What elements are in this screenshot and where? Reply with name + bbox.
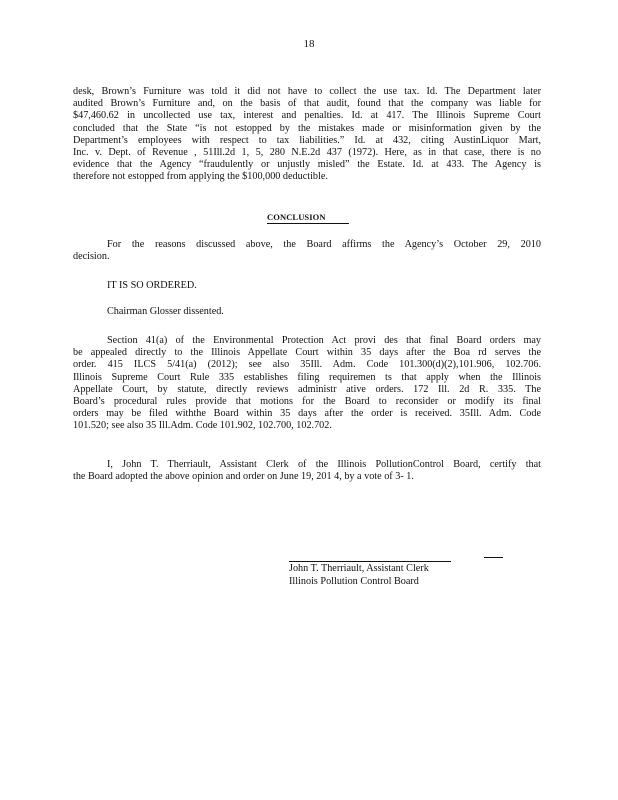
conclusion-heading: CONCLUSION: [267, 212, 326, 222]
signature-line-short: [484, 557, 503, 558]
dissent-line: Chairman Glosser dissented.: [107, 306, 224, 317]
text-line: I, John T. Therriault, Assistant Clerk of the Illinois PollutionControl Board, certify that: [107, 459, 541, 470]
ordered-line: IT IS SO ORDERED.: [107, 280, 197, 291]
text-line: Department’s employees with respect to tax liabilities.” Id. at 432, citing AustinLiquor Mart,: [73, 134, 541, 146]
signatory-name: John T. Therriault, Assistant Clerk: [289, 563, 429, 574]
text-line: desk, Brown’s Furniture was told it did not have to collect the use tax. Id. The Department later: [73, 86, 541, 97]
text-line: order. 415 ILCS 5/41(a) (2012); see also 35Ill. Adm. Code 101.300(d)(2),101.906, 102.706.: [73, 359, 541, 371]
text-line: decision.: [73, 251, 110, 263]
paragraph-certification: [73, 459, 541, 483]
heading-underline: [267, 223, 349, 224]
text-line: evidence that the Agency “fraudulently or unjustly misled” the Estate. Id. at 433. The Agency is: [73, 159, 541, 171]
text-line: $47,460.62 in uncollected use tax, interest and penalties. Id. at 417. The Illinois Supreme Court: [73, 110, 541, 122]
paragraph-conclusion: [73, 239, 541, 263]
text-line: audited Brown’s Furniture and, on the basis of that audit, found that the company was liable for: [73, 98, 541, 110]
text-line: Board’s procedural rules provide that motions for the Board to reconsider or modify its final: [73, 395, 541, 407]
text-line: Appellate Court, by statute, directly reviews administr ative orders. 172 Ill. 2d R. 335. The: [73, 383, 541, 395]
text-line: therefore not estopped from applying the $100,000 deductible.: [73, 171, 328, 183]
text-line: concluded that the State “is not estopped by the mistakes made or misinformation given by the: [73, 122, 541, 134]
page-number: 18: [303, 38, 315, 50]
text-line: orders may be filed withthe Board within 35 days after the order is received. 35Ill. Adm. Code: [73, 408, 541, 420]
text-line: be appealed directly to the Illinois Appellate Court within 35 days after the Boa rd serves the: [73, 347, 541, 359]
text-line: Illinois Supreme Court Rule 335 establishes filing requiremen ts that apply when the Illinois: [73, 371, 541, 383]
text-line: Section 41(a) of the Environmental Protection Act provi des that final Board orders may: [107, 335, 541, 346]
paragraph-appeal: [73, 335, 541, 433]
text-line: For the reasons discussed above, the Board affirms the Agency’s October 29, 2010: [107, 239, 541, 250]
paragraph-estoppel: [73, 86, 541, 184]
signature-line: [289, 561, 451, 562]
text-line: the Board adopted the above opinion and order on June 19, 201 4, by a vote of 3- 1.: [73, 471, 414, 483]
text-line: 101.520; see also 35 Ill.Adm. Code 101.902, 102.700, 102.702.: [73, 420, 332, 432]
signatory-org: Illinois Pollution Control Board: [289, 576, 419, 587]
text-line: Inc. v. Dept. of Revenue , 51Ill.2d 1, 5, 280 N.E.2d 437 (1972). Here, as in that case, there is no: [73, 146, 541, 158]
